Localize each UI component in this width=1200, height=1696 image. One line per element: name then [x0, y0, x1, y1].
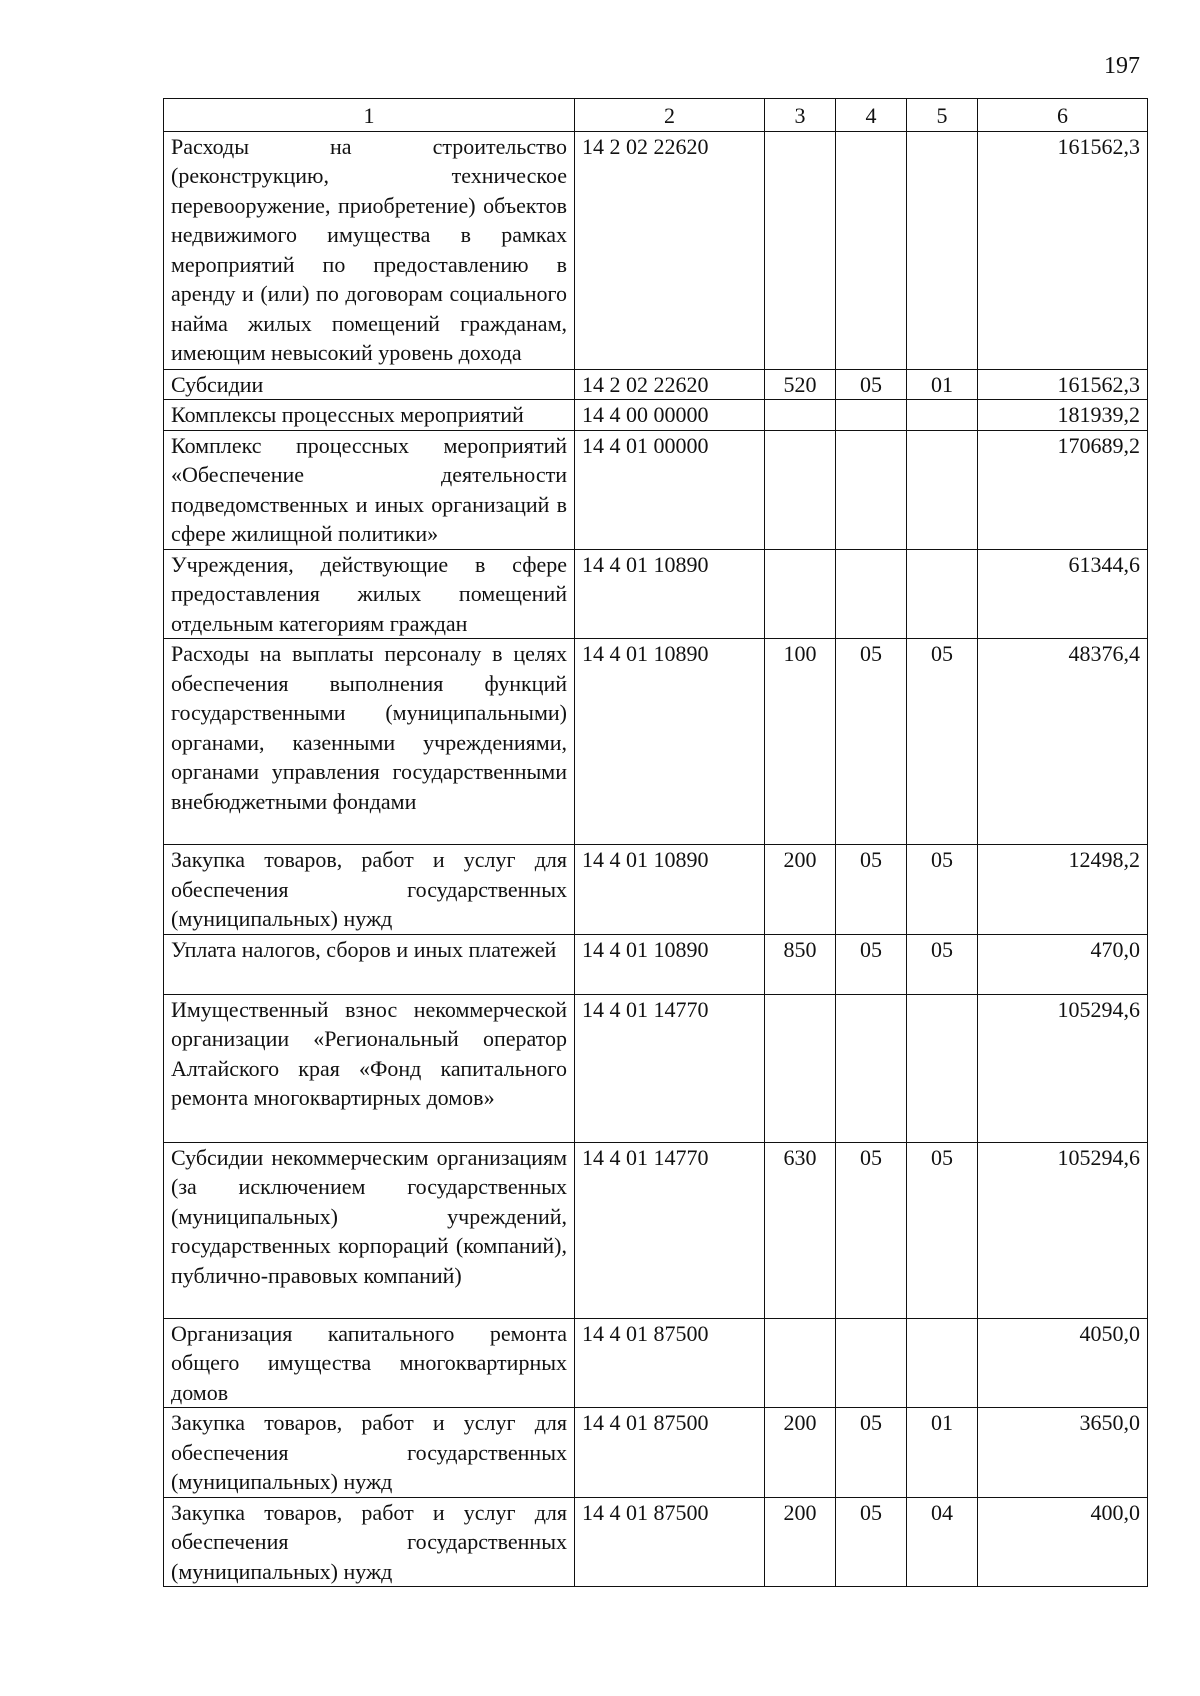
row-target-code: 14 4 01 87500	[575, 1408, 765, 1498]
row-section: 05	[836, 1142, 907, 1318]
row-target-code: 14 4 01 87500	[575, 1497, 765, 1587]
row-section: 05	[836, 845, 907, 935]
row-description: Уплата налогов, сборов и иных платежей	[164, 934, 575, 994]
row-amount: 400,0	[978, 1497, 1148, 1587]
row-description: Организация капитального ремонта общего имущества многоквартирных домов	[164, 1318, 575, 1408]
row-expense-type: 520	[765, 369, 836, 400]
row-subsection	[907, 549, 978, 639]
table-row	[164, 369, 1148, 400]
row-expense-type: 100	[765, 639, 836, 845]
column-header: 1	[164, 99, 575, 132]
column-header: 2	[575, 99, 765, 132]
table-row	[164, 1318, 1148, 1408]
row-description: Субсидии	[164, 369, 575, 400]
row-description: Комплексы процессных мероприятий	[164, 400, 575, 431]
row-amount: 61344,6	[978, 549, 1148, 639]
row-amount: 4050,0	[978, 1318, 1148, 1408]
row-section: 05	[836, 1497, 907, 1587]
row-amount: 12498,2	[978, 845, 1148, 935]
table-row	[164, 430, 1148, 549]
row-description: Закупка товаров, работ и услуг для обеспечения государственных (муниципальных) нужд	[164, 1497, 575, 1587]
row-section	[836, 549, 907, 639]
row-section	[836, 131, 907, 369]
row-description: Субсидии некоммерческим организациям (за исключением государственных (муниципальных) учреждений, государственных корпораций (компаний), публично-правовых компаний)	[164, 1142, 575, 1318]
row-target-code: 14 4 01 00000	[575, 430, 765, 549]
row-target-code: 14 4 01 10890	[575, 845, 765, 935]
row-section	[836, 400, 907, 431]
header-row	[164, 99, 1148, 132]
table-row	[164, 639, 1148, 845]
row-expense-type: 200	[765, 1497, 836, 1587]
row-amount: 181939,2	[978, 400, 1148, 431]
row-expense-type	[765, 994, 836, 1142]
row-subsection	[907, 1318, 978, 1408]
row-expense-type	[765, 131, 836, 369]
column-header: 4	[836, 99, 907, 132]
column-header: 3	[765, 99, 836, 132]
row-subsection: 04	[907, 1497, 978, 1587]
row-amount: 3650,0	[978, 1408, 1148, 1498]
row-expense-type: 200	[765, 845, 836, 935]
row-target-code: 14 4 01 87500	[575, 1318, 765, 1408]
row-amount: 161562,3	[978, 131, 1148, 369]
row-description: Имущественный взнос некоммерческой организации «Региональный оператор Алтайского края «Фонд капитального ремонта многоквартирных домов»	[164, 994, 575, 1142]
table-row	[164, 845, 1148, 935]
row-subsection	[907, 400, 978, 431]
row-description: Расходы на выплаты персоналу в целях обеспечения выполнения функций государственными (муниципальными) органами, казенными учреждениями, органами управления государственными внебюджетными фондами	[164, 639, 575, 845]
row-subsection: 05	[907, 1142, 978, 1318]
table-row	[164, 994, 1148, 1142]
row-description: Учреждения, действующие в сфере предоставления жилых помещений отдельным категориям граждан	[164, 549, 575, 639]
row-amount: 170689,2	[978, 430, 1148, 549]
budget-table	[163, 98, 1148, 1587]
row-target-code: 14 4 01 10890	[575, 934, 765, 994]
table-row	[164, 934, 1148, 994]
row-target-code: 14 4 01 10890	[575, 639, 765, 845]
row-target-code: 14 2 02 22620	[575, 369, 765, 400]
row-amount: 48376,4	[978, 639, 1148, 845]
column-header: 5	[907, 99, 978, 132]
row-subsection	[907, 131, 978, 369]
row-section: 05	[836, 639, 907, 845]
row-expense-type	[765, 549, 836, 639]
row-subsection: 05	[907, 934, 978, 994]
row-subsection	[907, 994, 978, 1142]
row-expense-type	[765, 1318, 836, 1408]
row-description: Закупка товаров, работ и услуг для обеспечения государственных (муниципальных) нужд	[164, 1408, 575, 1498]
page-number: 197	[1104, 53, 1140, 79]
row-section	[836, 1318, 907, 1408]
row-subsection: 05	[907, 639, 978, 845]
row-target-code: 14 2 02 22620	[575, 131, 765, 369]
row-target-code: 14 4 00 00000	[575, 400, 765, 431]
row-expense-type: 850	[765, 934, 836, 994]
row-target-code: 14 4 01 14770	[575, 994, 765, 1142]
row-description: Закупка товаров, работ и услуг для обеспечения государственных (муниципальных) нужд	[164, 845, 575, 935]
row-target-code: 14 4 01 10890	[575, 549, 765, 639]
row-section	[836, 994, 907, 1142]
row-expense-type	[765, 400, 836, 431]
row-subsection: 01	[907, 369, 978, 400]
table-row	[164, 1497, 1148, 1587]
row-subsection: 05	[907, 845, 978, 935]
row-amount: 105294,6	[978, 1142, 1148, 1318]
row-expense-type: 200	[765, 1408, 836, 1498]
row-subsection	[907, 430, 978, 549]
row-target-code: 14 4 01 14770	[575, 1142, 765, 1318]
row-subsection: 01	[907, 1408, 978, 1498]
row-expense-type	[765, 430, 836, 549]
table-row	[164, 400, 1148, 431]
row-section: 05	[836, 934, 907, 994]
table-row	[164, 549, 1148, 639]
row-description: Комплекс процессных мероприятий «Обеспечение деятельности подведомственных и иных организаций в сфере жилищной политики»	[164, 430, 575, 549]
row-section: 05	[836, 369, 907, 400]
table-row	[164, 1408, 1148, 1498]
row-expense-type: 630	[765, 1142, 836, 1318]
row-amount: 105294,6	[978, 994, 1148, 1142]
row-description: Расходы на строительство (реконструкцию, техническое перевооружение, приобретение) объектов недвижимого имущества в рамках мероприятий по предоставлению в аренду и (или) по договорам социального найма жилых помещений гражданам, имеющим невысокий уровень дохода	[164, 131, 575, 369]
row-section: 05	[836, 1408, 907, 1498]
row-amount: 470,0	[978, 934, 1148, 994]
table-row	[164, 131, 1148, 369]
column-header: 6	[978, 99, 1148, 132]
table-row	[164, 1142, 1148, 1318]
row-section	[836, 430, 907, 549]
row-amount: 161562,3	[978, 369, 1148, 400]
